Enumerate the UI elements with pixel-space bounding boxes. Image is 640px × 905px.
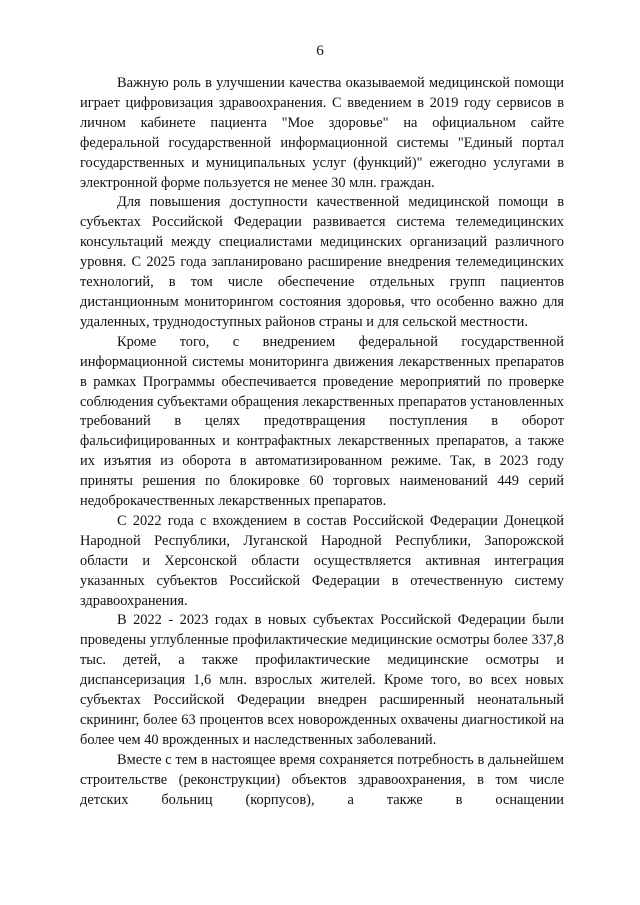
paragraph-construction-needs: Вместе с тем в настоящее время сохраняется потребность в дальнейшем строительстве (реконструкции) объектов здравоохранения, в том числе детских больниц (корпусов), а также в оснащении — [80, 751, 564, 808]
paragraph-medical-examinations: В 2022 - 2023 годах в новых субъектах Российской Федерации были проведены углубленные профилактические медицинские осмотры более 337,8 тыс. детей, а также профилактические медицинские осмотры и диспансеризация 1,6 млн. взрослых жителей. Кроме того, во всех новых субъектах Российской Федерации внедрен расширенный неонатальный скрининг, более 63 процентов всех новорожденных охвачены диагностикой на более чем 40 врожденных и наследственных заболеваний. — [80, 612, 564, 748]
document-body — [80, 74, 564, 811]
page-number: 6 — [316, 43, 324, 59]
paragraph-digitalization: Важную роль в улучшении качества оказываемой медицинской помощи играет цифровизация здравоохранения. С введением в 2019 году сервисов в личном кабинете пациента "Мое здоровье" на официальном сайте федеральной государственной информационной системы "Единый портал государственных и муниципальных услуг (функций)" ежегодно услугами в электронной форме пользуется не менее 30 млн. граждан. — [80, 75, 564, 191]
paragraph-new-regions-integration: С 2022 года с вхождением в состав Российской Федерации Донецкой Народной Республики, Луганской Народной Республики, Запорожской области и Херсонской области осуществляется активная интеграция указанных субъектов Российской Федерации в отечественную систему здравоохранения. — [80, 512, 564, 609]
paragraph-drug-monitoring: Кроме того, с внедрением федеральной государственной информационной системы мониторинга движения лекарственных препаратов в рамках Программы обеспечивается проведение мероприятий по проверке соблюдения субъектами обращения лекарственных препаратов установленных требований в целях предотвращения поступления в оборот фальсифицированных и контрафактных лекарственных препаратов, а также их изъятия из оборота в автоматизированном режиме. Так, в 2023 году приняты решения по блокировке 60 торговых наименований 449 серий недоброкачественных лекарственных препаратов. — [80, 333, 564, 510]
paragraph-telemedicine: Для повышения доступности качественной медицинской помощи в субъектах Российской Федерации развивается система телемедицинских консультаций между специалистами медицинских организаций различного уровня. С 2025 года запланировано расширение внедрения телемедицинских технологий, в том числе обеспечение отдельных групп пациентов дистанционным мониторингом состояния здоровья, что особенно важно для удаленных, труднодоступных районов страны и для сельской местности. — [80, 194, 564, 330]
